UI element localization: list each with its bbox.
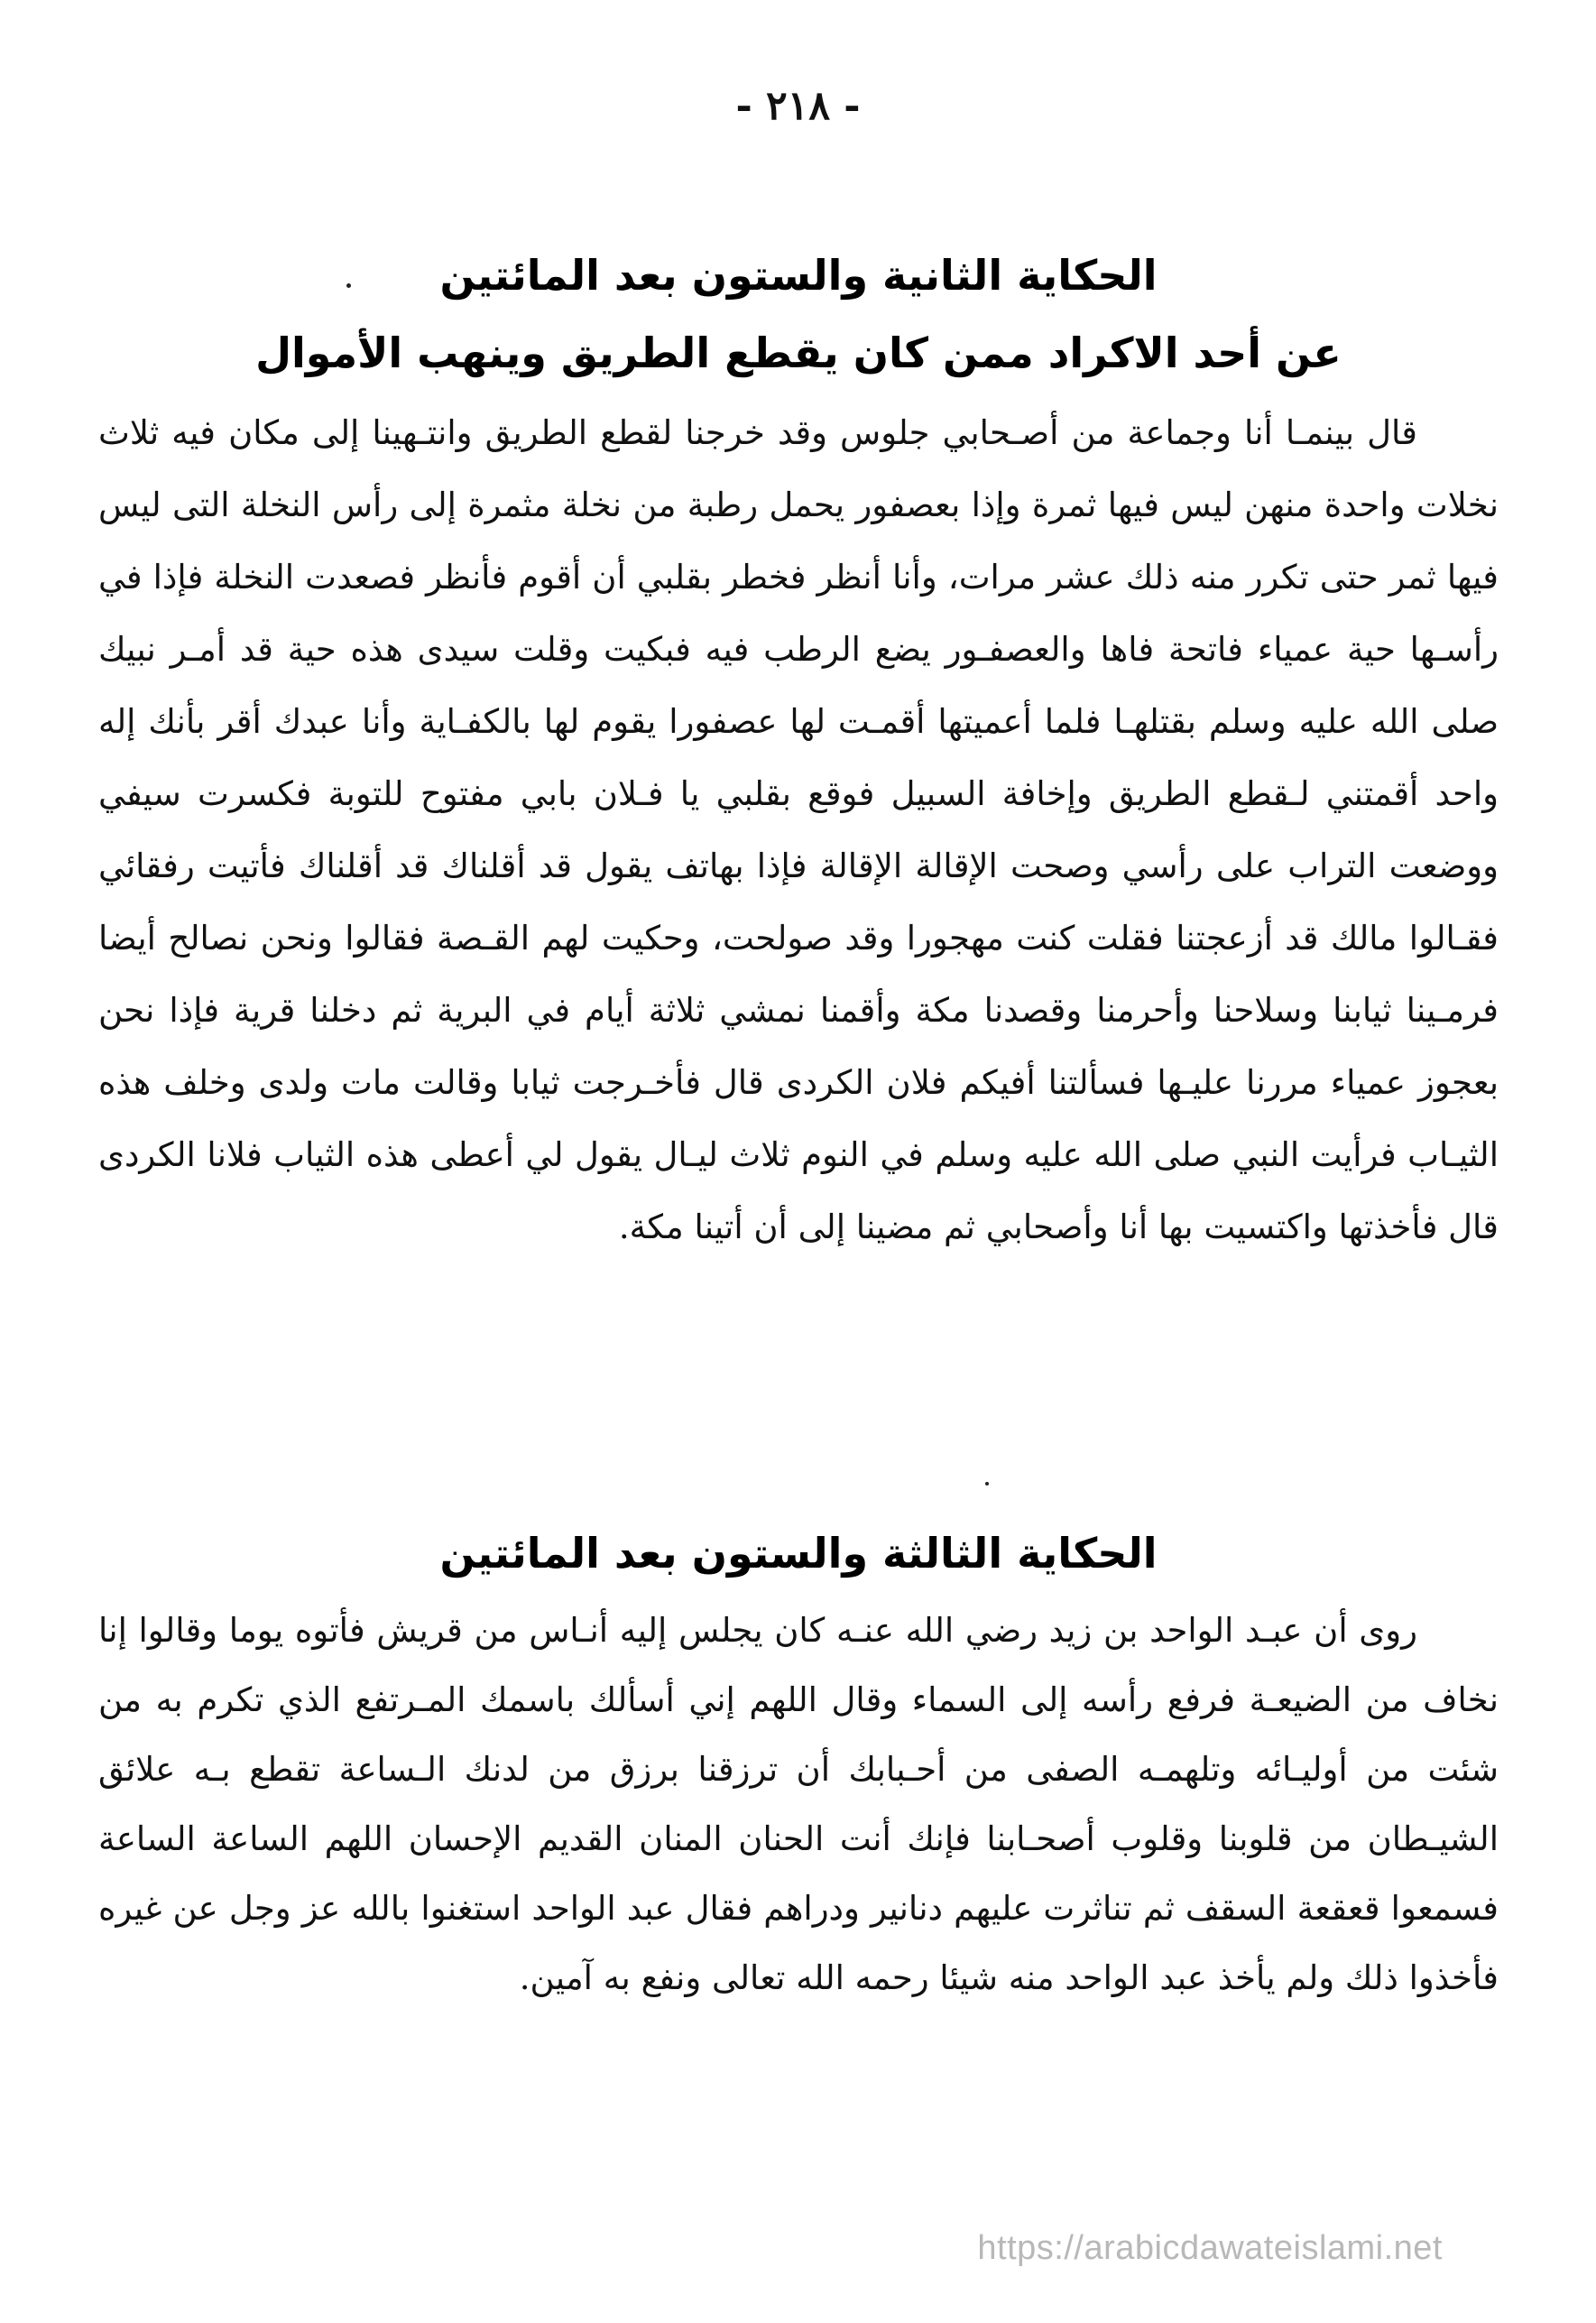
story-262-title: الحكاية الثانية والستون بعد المائتين: [439, 251, 1158, 300]
story-263-body: روى أن عبـد الواحد بن زيد رضي الله عنـه كان يجلس إليه أنـاس من قريش فأتوه يوما وقالوا إنا نخاف من الضيعـة فرفع رأسه إلى السماء وقال اللهم إني أسألك باسمك المـرتفع الذي تكرم به من شئت من أوليـائه وتلهمـه الصفى من أحـبابك أن ترزقنا برزق من لدنك الـساعة تقطع بـه علائق الشيـطان من قلوبنا وقلوب أصحـابنا فإنك أنت الحنان المنان القديم الإحسان اللهم الساعة الساعة فسمعوا قعقعة السقف ثم تناثرت عليهم دنانير ودراهم فقال عبد الواحد استغنوا بالله عز وجل عن غيره فأخذوا ذلك ولم يأخذ عبد الواحد منه شيئا رحمه الله تعالى ونفع به آمين.: [98, 1611, 1499, 1997]
scan-speck: [346, 283, 351, 288]
story-263: [98, 1514, 1499, 2013]
story-262-subtitle: عن أحد الاكراد ممن كان يقطع الطريق وينهب الأموال: [255, 329, 1342, 377]
story-263-title: الحكاية الثالثة والستون بعد المائتين: [439, 1529, 1158, 1578]
story-262-heading: [98, 236, 1499, 392]
story-262-body: قال بينمـا أنا وجماعة من أصـحابي جلوس وقد خرجنا لقطع الطريق وانتـهينا إلى مكان فيه ثلاث نخلات واحدة منهن ليس فيها ثمرة وإذا بعصفور يحمل رطبة من نخلة مثمرة إلى رأس النخلة التى ليس فيها ثمر حتى تكرر منه ذلك عشر مرات، وأنا أنظر فخطر بقلبي أن أقوم فأنظر فصعدت النخلة فإذا في رأسـها حية عمياء فاتحة فاها والعصفـور يضع الرطب فيه فبكيت وقلت سيدى هذه حية قد أمـر نبيك صلى الله عليه وسلم بقتلهـا فلما أعميتها أقمـت لها عصفورا يقوم لها بالكفـاية وأنا عبدك أقر بأنك إله واحد أقمتني لـقطع الطريق وإخافة السبيل فوقع بقلبي يا فـلان بابي مفتوح للتوبة فكسرت سيفي ووضعت التراب على رأسي وصحت الإقالة الإقالة فإذا بهاتف يقول قد أقلناك قد أقلناك فأتيت رفقائي فقـالوا مالك قد أزعجتنا فقلت كنت مهجورا وقد صولحت، وحكيت لهم القـصة فقالوا ونحن نصالح أيضا فرمـينا ثيابنا وسلاحنا وأحرمنا وقصدنا مكة وأقمنا نمشي ثلاثة أيام في البرية ثم دخلنا قرية فإذا نحن بعجوز عمياء مررنا عليـها فسألتنا أفيكم فلان الكردى قال فأخـرجت ثيابا وقالت مات ولدى وخلف هذه الثيـاب فرأيت النبي صلى الله عليه وسلم في النوم ثلاث ليـال يقول لي أعطى هذه الثياب فلانا الكردى قال فأخذتها واكتسيت بها أنا وأصحابي ثم مضينا إلى أن أتينا مكة.: [98, 413, 1499, 1246]
story-262: [98, 236, 1499, 1263]
page-number: - ٢١٨ -: [735, 83, 861, 129]
watermark-url: https://arabicdawateislami.net: [977, 2229, 1443, 2267]
scan-speck: [985, 1482, 989, 1485]
story-263-heading: [98, 1514, 1499, 1592]
